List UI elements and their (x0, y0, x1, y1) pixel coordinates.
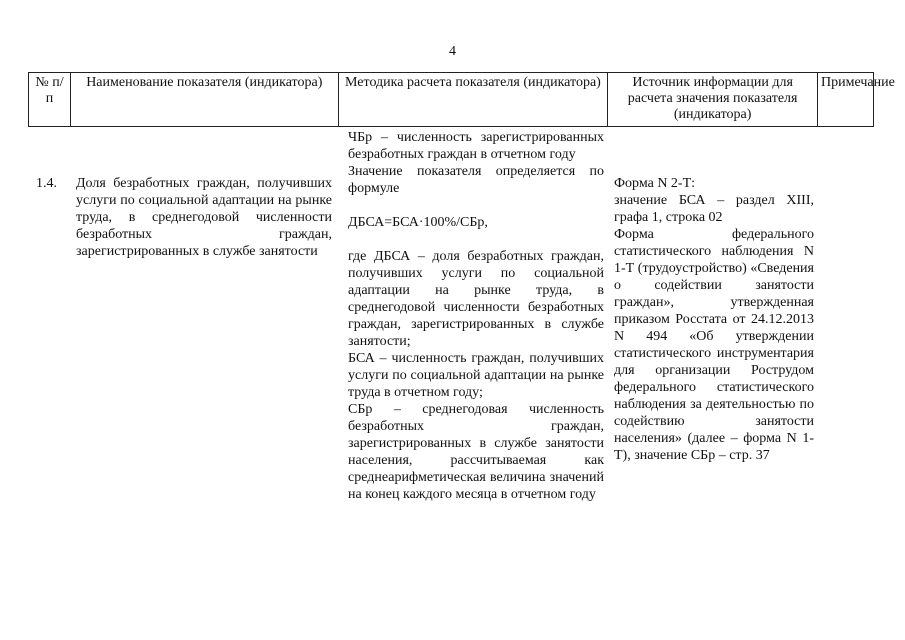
row-name: Доля безработных граждан, получивших услуги по социальной адаптации на рынке труда, в среднегодовой численности безработных граждан, зарегистрированных в службе занятости (76, 176, 332, 259)
method-bsa: БСА – численность граждан, получивших услуги по социальной адаптации на рынке труда в отчетном году; (348, 351, 604, 400)
row-note (818, 127, 874, 503)
header-method: Методика расчета показателя (индикатора) (339, 73, 609, 126)
source-form: Форма N 2-Т: (614, 176, 696, 191)
header-note: Примечание (818, 73, 874, 126)
method-sbr: СБр – среднегодовая численность безработных граждан, зарегистрированных в службе занятости населения, рассчитываемая как среднеарифметическая величина значений на конец каждого месяца в отчетном году (348, 402, 604, 502)
spacer (348, 231, 604, 248)
header-num: № п/п (29, 73, 71, 126)
method-formula: ДБСА=БСА·100%/СБр, (348, 215, 488, 230)
header-name: Наименование показателя (индикатора) (71, 73, 339, 126)
table-row (28, 127, 874, 503)
indicator-table (28, 72, 895, 503)
source-federal: Форма федерального статистического наблюдения N 1-Т (трудоустройство) «Сведения о содействии занятости граждан», утвержденная приказом Росстата от 24.12.2013 N 494 «Об утверждении статистического инструментария для организации Рострудом федерального статистического наблюдения за деятельностью по содействию занятости населения» (далее – форма N 1-Т), значение СБр – стр. 37 (614, 227, 814, 463)
page-number: 4 (449, 44, 456, 59)
continued-text: ЧБр – численность зарегистрированных безработных граждан в отчетном году (348, 130, 604, 162)
row-source (608, 127, 818, 503)
row-num: 1.4. (36, 176, 57, 191)
header-source: Источник информации для расчета значения показателя (индикатора) (608, 73, 818, 126)
row-method (338, 127, 608, 503)
spacer (348, 197, 604, 214)
method-intro: Значение показателя определяется по формуле (348, 164, 604, 196)
method-where: где ДБСА – доля безработных граждан, получивших услуги по социальной адаптации на рынке труда, в среднегодовой численности безработных граждан, зарегистрированных в службе занятости; (348, 249, 604, 349)
source-value: значение БСА – раздел XIII, графа 1, строка 02 (614, 193, 814, 225)
table-header-row (28, 72, 895, 127)
